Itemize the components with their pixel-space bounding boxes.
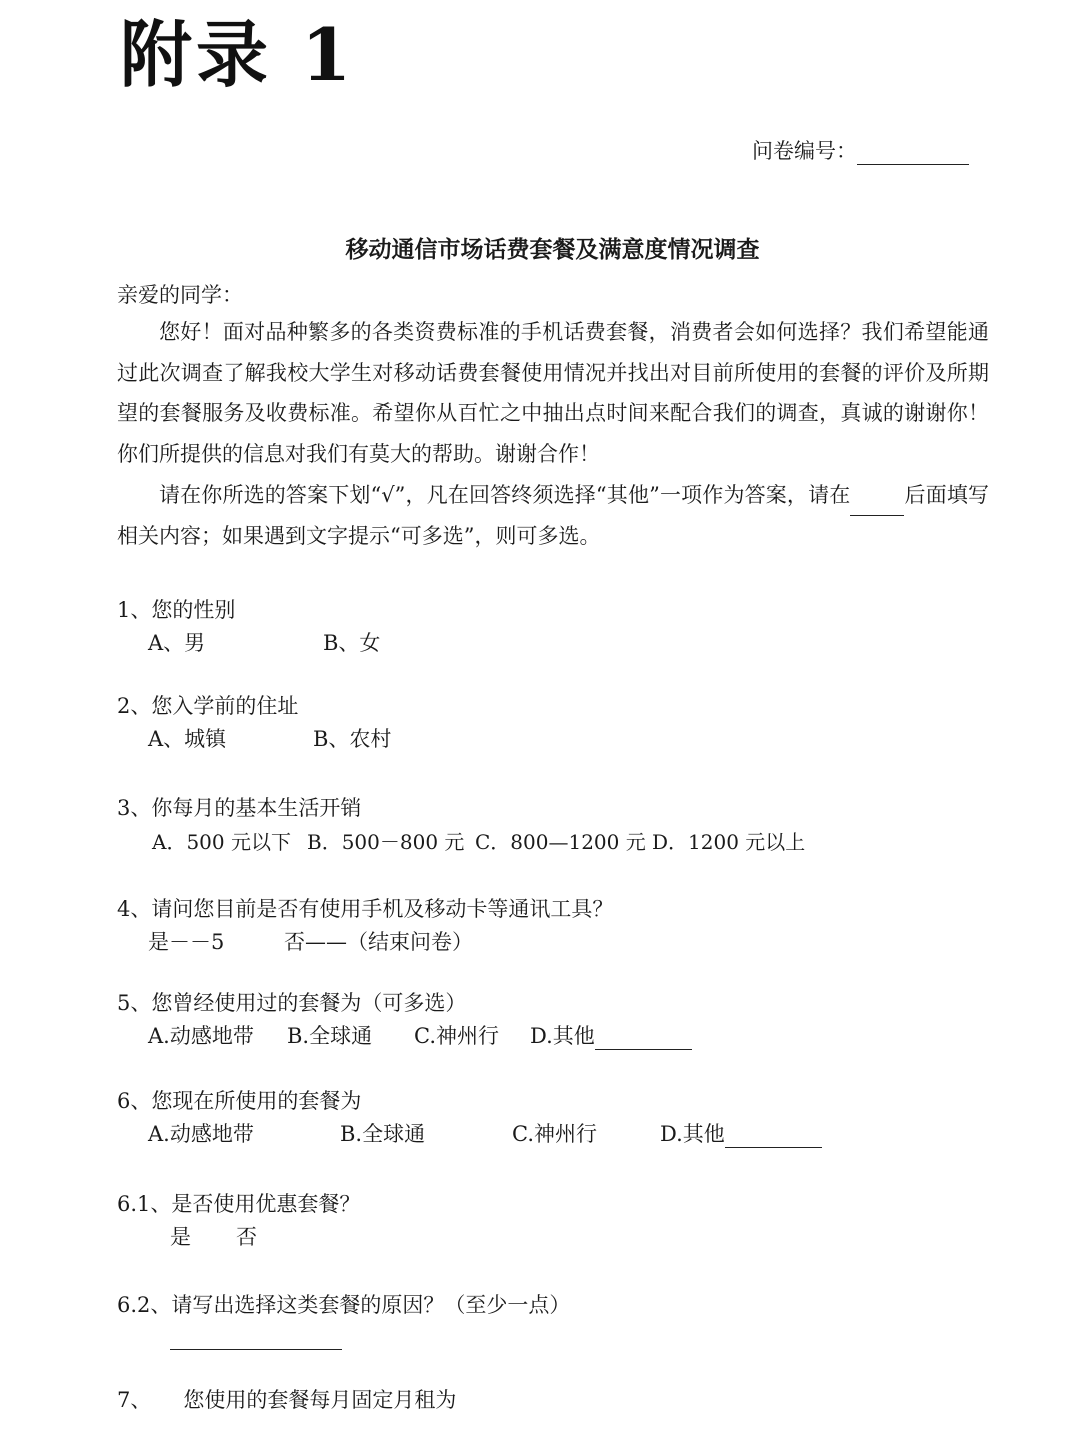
instruction-paragraph	[117, 475, 989, 556]
q6-option-c[interactable]: C.神州行	[512, 1122, 597, 1146]
questionnaire-number	[752, 135, 969, 165]
q6-1-option-no[interactable]: 否	[236, 1225, 257, 1249]
q1-option-b[interactable]: B、女	[323, 631, 381, 655]
question-7	[117, 1384, 456, 1414]
q6-2-answer-blank[interactable]	[170, 1326, 342, 1350]
question-6-1: 6.1、是否使用优惠套餐？	[117, 1192, 361, 1216]
question-6: 6、您现在所使用的套餐为	[117, 1089, 362, 1113]
q2-option-a[interactable]: A、城镇	[148, 727, 227, 751]
q5-option-a[interactable]: A.动感地带	[148, 1024, 254, 1048]
q6-option-d-label: D.其他	[660, 1122, 725, 1146]
question-5: 5、您曾经使用过的套餐为（可多选）	[117, 991, 467, 1015]
q5-option-d[interactable]	[530, 1020, 692, 1050]
q5-option-c[interactable]: C.神州行	[414, 1024, 499, 1048]
question-4: 4、请问您目前是否有使用手机及移动卡等通讯工具？	[117, 897, 614, 921]
instruction-part-a: 请在你所选的答案下划“√”，凡在回答终须选择“其他”一项作为答案，请在	[159, 483, 851, 507]
appendix-title: 附录 1	[120, 12, 356, 97]
q2-option-b[interactable]: B、农村	[313, 727, 392, 751]
q6-other-blank[interactable]	[725, 1125, 822, 1148]
survey-title: 移动通信市场话费套餐及满意度情况调查	[345, 236, 760, 263]
instruction-blank	[850, 493, 904, 516]
greeting: 亲爱的同学：	[117, 283, 243, 307]
q3-option-b[interactable]: B．500－800 元	[307, 830, 465, 854]
question-3: 3、你每月的基本生活开销	[117, 796, 362, 820]
questionnaire-number-label: 问卷编号：	[752, 139, 857, 163]
q3-option-c[interactable]: C．800—1200 元	[475, 830, 646, 854]
q6-option-a[interactable]: A.动感地带	[148, 1122, 254, 1146]
q4-option-yes[interactable]: 是－－5	[148, 930, 225, 954]
q3-option-d[interactable]: D．1200 元以上	[652, 830, 806, 854]
q5-option-d-label: D.其他	[530, 1024, 595, 1048]
question-7-number: 7、	[117, 1388, 152, 1412]
q6-option-d[interactable]	[660, 1118, 822, 1148]
q4-option-no[interactable]: 否——（结束问卷）	[284, 930, 473, 954]
q6-option-b[interactable]: B.全球通	[340, 1122, 426, 1146]
q1-option-a[interactable]: A、男	[148, 631, 206, 655]
question-7-text: 您使用的套餐每月固定月租为	[183, 1388, 457, 1412]
instruction-part-b: 后面填写相关内容；如果遇到文字提示“可多选”，则可多选。	[117, 483, 990, 548]
q5-option-b[interactable]: B.全球通	[287, 1024, 373, 1048]
q5-other-blank[interactable]	[595, 1027, 692, 1050]
questionnaire-number-blank[interactable]	[857, 138, 969, 165]
q6-1-option-yes[interactable]: 是	[170, 1225, 191, 1249]
question-1: 1、您的性别	[117, 598, 236, 622]
question-6-2: 6.2、请写出选择这类套餐的原因？（至少一点）	[117, 1293, 571, 1317]
question-2: 2、您入学前的住址	[117, 694, 299, 718]
intro-paragraph: 您好！面对品种繁多的各类资费标准的手机话费套餐，消费者会如何选择？我们希望能通过此次调查了解我校大学生对移动话费套餐使用情况并找出对目前所使用的套餐的评价及所期望的套餐服务及收费标准。希望你从百忙之中抽出点时间来配合我们的调查，真诚的谢谢你！你们所提供的信息对我们有莫大的帮助。谢谢合作！	[117, 320, 989, 466]
q3-option-a[interactable]: A．500 元以下	[152, 830, 291, 854]
